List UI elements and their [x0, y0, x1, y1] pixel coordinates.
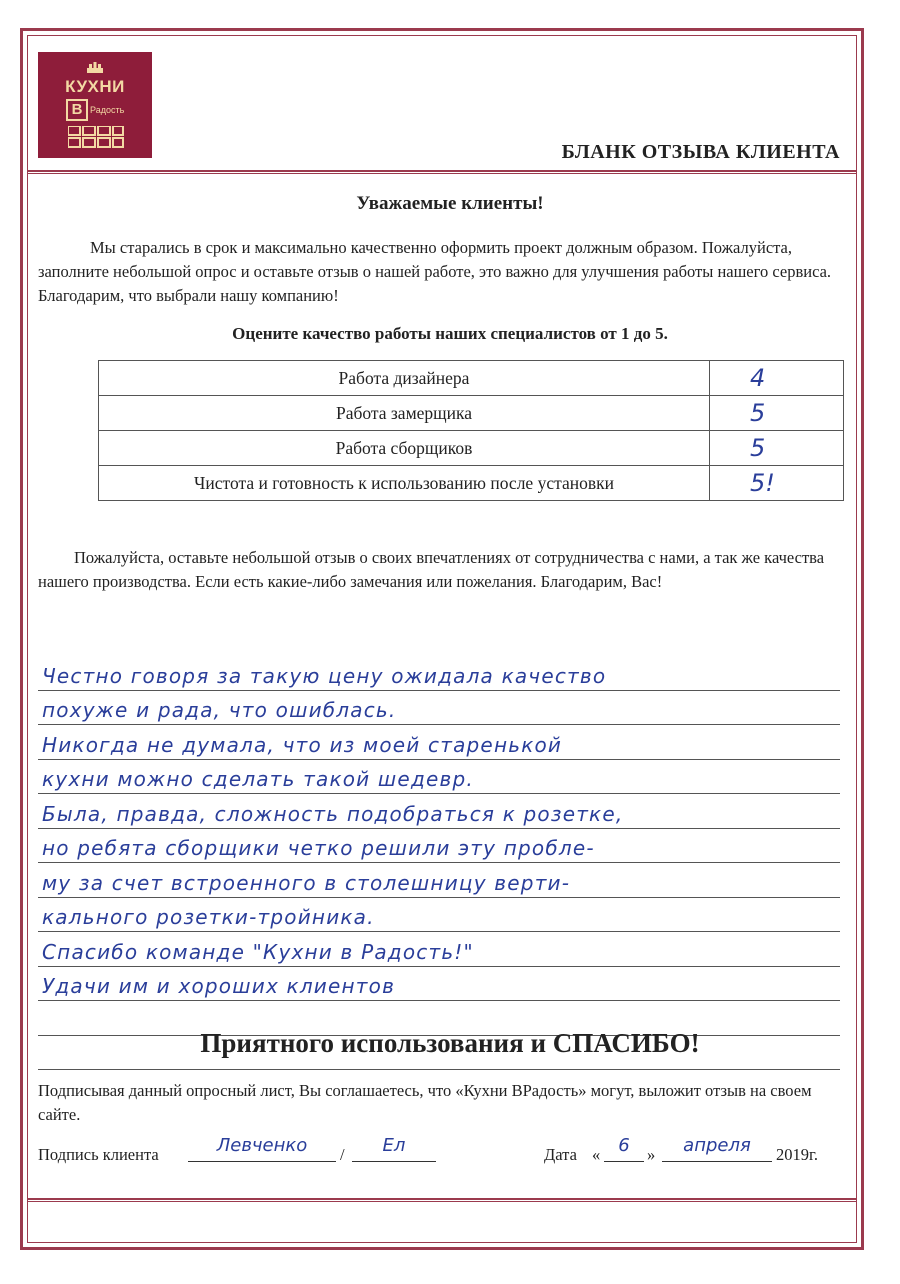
crown-icon — [86, 62, 104, 74]
date-quote-close: » — [647, 1145, 656, 1164]
thanks-heading: Приятного использования и СПАСИБО! — [200, 1028, 700, 1058]
handwritten-text: Честно говоря за такую цену ожидала качество — [42, 663, 607, 688]
rating-label: Работа дизайнера — [99, 361, 710, 396]
consent-text: Подписывая данный опросный лист, Вы соглашаетесь, что «Кухни ВРадость» могут, выложит отзыв на своем сайте. — [38, 1081, 812, 1124]
handwritten-text: Спасибо команде "Кухни в Радость!" — [42, 939, 474, 964]
signature-name-field[interactable]: Левченко — [188, 1135, 336, 1162]
feedback-line[interactable] — [38, 863, 840, 898]
date-year: 2019г. — [776, 1145, 819, 1164]
rating-label: Работа сборщиков — [99, 431, 710, 466]
form-title: БЛАНК ОТЗЫВА КЛИЕНТА — [561, 141, 840, 163]
rating-score[interactable]: 4 — [710, 361, 844, 396]
company-logo — [38, 52, 152, 158]
rating-label: Работа замерщика — [99, 396, 710, 431]
intro-paragraph — [38, 236, 848, 308]
feedback-line[interactable] — [38, 725, 840, 760]
handwritten-text: но ребята сборщики четко решили эту пробле- — [42, 836, 595, 860]
signature-separator: / — [340, 1145, 345, 1164]
table-row — [99, 396, 844, 431]
feedback-line[interactable] — [38, 760, 840, 795]
intro-text: Мы старались в срок и максимально качественно оформить проект должным образом. Пожалуйста, заполните небольшой опрос и оставьте отзыв о нашей работе, это важно для улучшения работы нашего сервиса. Благодарим, что выбрали нашу компанию! — [38, 238, 832, 305]
date-label: Дата — [544, 1145, 577, 1164]
rating-score[interactable]: 5! — [710, 466, 844, 501]
handwritten-text: похуже и рада, что ошиблась. — [42, 698, 397, 722]
feedback-line[interactable] — [38, 656, 840, 691]
table-row — [99, 431, 844, 466]
signature-row — [38, 1135, 838, 1173]
footer-divider — [27, 1198, 857, 1202]
handwritten-text: му за счет встроенного в столешницу верти- — [42, 870, 571, 895]
date-month-field[interactable]: апреля — [662, 1135, 772, 1162]
signature-mark-field[interactable]: Ел — [352, 1135, 436, 1162]
ratings-heading: Оцените качество работы наших специалистов от 1 до 5. — [232, 324, 668, 343]
logo-subtext: Радость — [90, 105, 125, 115]
feedback-line[interactable] — [38, 794, 840, 829]
handwritten-text: Никогда не думала, что из моей старенькой — [42, 732, 563, 757]
header-divider — [27, 170, 857, 174]
handwritten-text: кухни можно сделать такой шедевр. — [42, 767, 474, 791]
handwritten-text: Удачи им и хороших клиентов — [42, 974, 396, 998]
rating-score[interactable]: 5 — [710, 431, 844, 466]
rating-score[interactable]: 5 — [710, 396, 844, 431]
signature-label: Подпись клиента — [38, 1145, 159, 1164]
logo-letter: В — [66, 99, 88, 121]
table-row — [99, 361, 844, 396]
rating-label: Чистота и готовность к использованию после установки — [99, 466, 710, 501]
handwritten-text: кального розетки-тройника. — [42, 905, 375, 929]
greeting-heading: Уважаемые клиенты! — [356, 193, 544, 214]
feedback-line[interactable] — [38, 967, 840, 1002]
feedback-prompt-text: Пожалуйста, оставьте небольшой отзыв о своих впечатлениях от сотрудничества с нами, а так же качества нашего производства. Если есть какие-либо замечания или пожелания. Благодарим, Вас! — [38, 548, 825, 591]
table-row — [99, 466, 844, 501]
ratings-table — [98, 360, 844, 501]
logo-brand-text: КУХНИ — [65, 77, 125, 96]
feedback-line[interactable] — [38, 829, 840, 864]
feedback-line[interactable] — [38, 932, 840, 967]
handwritten-text: Была, правда, сложность подобраться к розетке, — [42, 801, 624, 826]
feedback-line[interactable] — [38, 691, 840, 726]
feedback-prompt — [38, 546, 848, 594]
feedback-line[interactable] — [38, 898, 840, 933]
feedback-lines[interactable] — [38, 656, 840, 1070]
date-quote-open: « — [592, 1145, 601, 1164]
kitchen-cabinets-icon — [68, 126, 124, 148]
date-day-field[interactable]: 6 — [604, 1135, 644, 1162]
